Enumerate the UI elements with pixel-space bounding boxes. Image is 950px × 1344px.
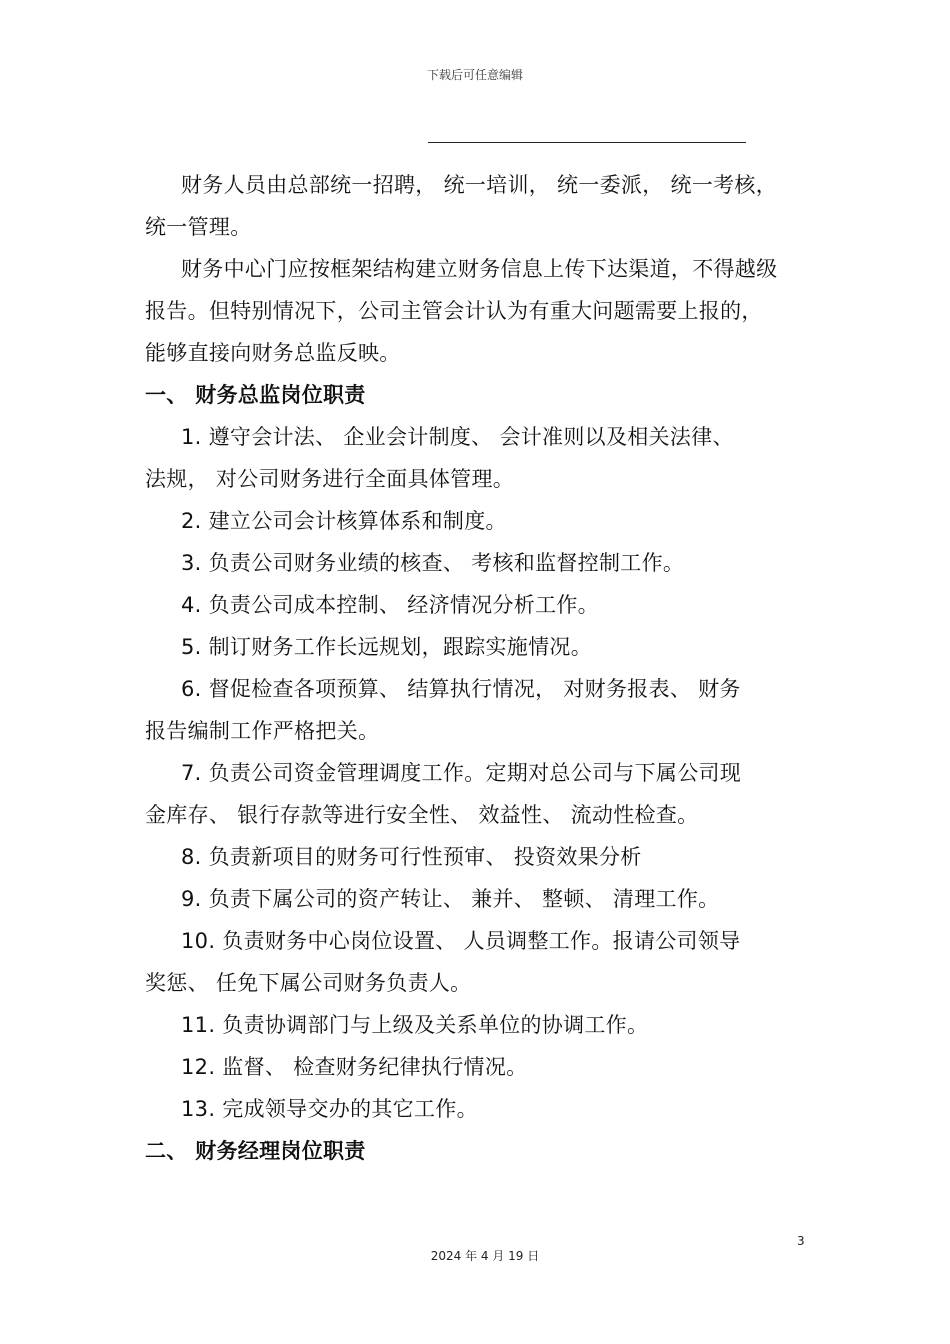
paragraph-line: 财务中心门应按框架结构建立财务信息上传下达渠道，不得越级 <box>181 257 778 281</box>
paragraph-line: 3. 负责公司财务业绩的核查、 考核和监督控制工作。 <box>181 551 685 575</box>
page-number: 3 <box>797 1234 805 1248</box>
paragraph-line: 财务人员由总部统一招聘， 统一培训， 统一委派， 统一考核， <box>181 173 778 197</box>
document-body <box>145 164 810 1172</box>
paragraph-line: 法规， 对公司财务进行全面具体管理。 <box>145 467 515 491</box>
paragraph-line: 11. 负责协调部门与上级及关系单位的协调工作。 <box>181 1013 649 1037</box>
paragraph-line: 6. 督促检查各项预算、 结算执行情况， 对财务报表、 财务 <box>181 677 741 701</box>
paragraph-line: 12. 监督、 检查财务纪律执行情况。 <box>181 1055 528 1079</box>
paragraph-line: 9. 负责下属公司的资产转让、 兼并、 整顿、 清理工作。 <box>181 887 720 911</box>
paragraph-line: 4. 负责公司成本控制、 经济情况分析工作。 <box>181 593 599 617</box>
paragraph-line: 统一管理。 <box>145 215 252 239</box>
paragraph-line: 报告编制工作严格把关。 <box>145 719 380 743</box>
paragraph-line: 金库存、 银行存款等进行安全性、 效益性、 流动性检查。 <box>145 803 699 827</box>
paragraph-line: 13. 完成领导交办的其它工作。 <box>181 1097 478 1121</box>
header-rule <box>428 142 746 143</box>
paragraph-line: 5. 制订财务工作长远规划，跟踪实施情况。 <box>181 635 593 659</box>
paragraph-line: 1. 遵守会计法、 企业会计制度、 会计准则以及相关法律、 <box>181 425 734 449</box>
footer-date: 2024 年 4 月 19 日 <box>430 1249 540 1263</box>
paragraph-line: 7. 负责公司资金管理调度工作。定期对总公司与下属公司现 <box>181 761 742 785</box>
paragraph-line: 2. 建立公司会计核算体系和制度。 <box>181 509 507 533</box>
paragraph-line: 报告。但特别情况下，公司主管会计认为有重大问题需要上报的， <box>145 299 763 323</box>
paragraph-line: 能够直接向财务总监反映。 <box>145 341 401 365</box>
section-heading: 二、 财务经理岗位职责 <box>145 1139 366 1163</box>
paragraph-line: 奖惩、 任免下属公司财务负责人。 <box>145 971 472 995</box>
paragraph-line: 8. 负责新项目的财务可行性预审、 投资效果分析 <box>181 845 642 869</box>
header-note: 下载后可任意编辑 <box>426 68 523 82</box>
section-heading: 一、 财务总监岗位职责 <box>145 383 366 407</box>
paragraph-line: 10. 负责财务中心岗位设置、 人员调整工作。报请公司领导 <box>181 929 741 953</box>
